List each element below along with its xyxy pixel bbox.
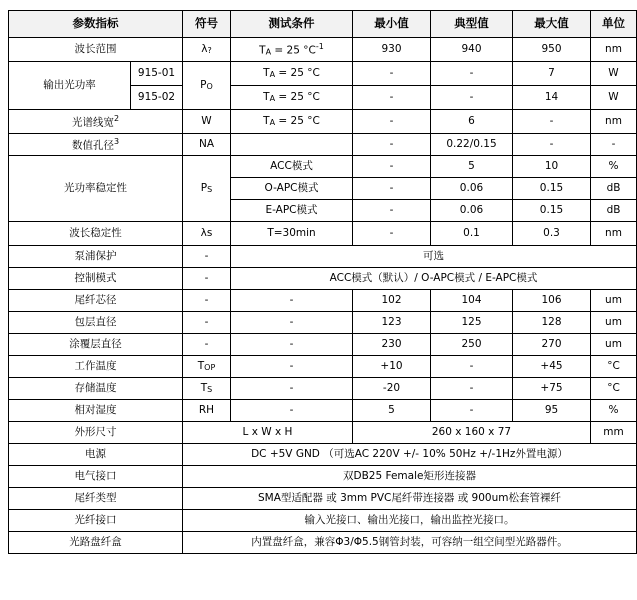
table-row bbox=[9, 62, 637, 86]
cell-typ: 6 bbox=[431, 110, 513, 134]
cell-condition: - bbox=[231, 378, 353, 400]
cell-min: - bbox=[353, 200, 431, 222]
cell-symbol: PS bbox=[183, 156, 231, 222]
cell-condition: TA = 25 °C bbox=[231, 110, 353, 134]
table-row bbox=[9, 400, 637, 422]
cell-typ: 5 bbox=[431, 156, 513, 178]
header-condition: 测试条件 bbox=[231, 11, 353, 38]
cell-max: 7 bbox=[513, 62, 591, 86]
cell-max: 0.15 bbox=[513, 178, 591, 200]
cell-symbol: - bbox=[183, 334, 231, 356]
table-row bbox=[9, 312, 637, 334]
cell-typ: 0.1 bbox=[431, 222, 513, 246]
row-label: 数值孔径$^3$ bbox=[9, 134, 183, 156]
cell-sub-model: 915-01 bbox=[131, 62, 183, 86]
cell-typ: - bbox=[431, 378, 513, 400]
table-row bbox=[9, 444, 637, 466]
cell-min: 102 bbox=[353, 290, 431, 312]
cell-min: - bbox=[353, 156, 431, 178]
cell-symbol: TS bbox=[183, 378, 231, 400]
row-label: 存储温度 bbox=[9, 378, 183, 400]
table-row bbox=[9, 268, 637, 290]
table-row bbox=[9, 334, 637, 356]
table-header-row bbox=[9, 11, 637, 38]
cell-typ: 260 x 160 x 77 bbox=[353, 422, 591, 444]
table-row bbox=[9, 134, 637, 156]
cell-min: 5 bbox=[353, 400, 431, 422]
row-label: 波长稳定性 bbox=[9, 222, 183, 246]
cell-unit: um bbox=[591, 290, 637, 312]
row-label: 外形尺寸 bbox=[9, 422, 183, 444]
cell-min: - bbox=[353, 110, 431, 134]
cell-condition: ACC模式（默认）/ O-APC模式 / E-APC模式 bbox=[231, 268, 637, 290]
cell-unit: um bbox=[591, 334, 637, 356]
table-row bbox=[9, 222, 637, 246]
cell-max: - bbox=[513, 110, 591, 134]
cell-condition: O-APC模式 bbox=[231, 178, 353, 200]
table-row bbox=[9, 532, 637, 554]
cell-max: 0.3 bbox=[513, 222, 591, 246]
row-label: 电气接口 bbox=[9, 466, 183, 488]
header-unit: 单位 bbox=[591, 11, 637, 38]
cell-symbol: NA bbox=[183, 134, 231, 156]
table-row bbox=[9, 356, 637, 378]
cell-condition: - bbox=[231, 290, 353, 312]
cell-value: 双DB25 Female矩形连接器 bbox=[183, 466, 637, 488]
cell-unit: - bbox=[591, 134, 637, 156]
cell-typ: 940 bbox=[431, 38, 513, 62]
row-label: 输出光功率 bbox=[9, 62, 131, 110]
cell-min: +10 bbox=[353, 356, 431, 378]
specification-table bbox=[8, 10, 637, 554]
header-max: 最大值 bbox=[513, 11, 591, 38]
cell-unit: °C bbox=[591, 378, 637, 400]
cell-min: - bbox=[353, 222, 431, 246]
cell-unit: nm bbox=[591, 38, 637, 62]
cell-unit: W bbox=[591, 86, 637, 110]
cell-max: 14 bbox=[513, 86, 591, 110]
cell-unit: um bbox=[591, 312, 637, 334]
table-row bbox=[9, 378, 637, 400]
table-row bbox=[9, 510, 637, 532]
cell-max: - bbox=[513, 134, 591, 156]
cell-max: 10 bbox=[513, 156, 591, 178]
header-min: 最小值 bbox=[353, 11, 431, 38]
cell-unit: % bbox=[591, 156, 637, 178]
cell-symbol: - bbox=[183, 246, 231, 268]
cell-max: 128 bbox=[513, 312, 591, 334]
cell-typ: 0.22/0.15 bbox=[431, 134, 513, 156]
cell-value: SMA型适配器 或 3mm PVC尾纤带连接器 或 900um松套管裸纤 bbox=[183, 488, 637, 510]
cell-condition: - bbox=[231, 312, 353, 334]
cell-value: 输入光接口、输出光接口，输出监控光接口。 bbox=[183, 510, 637, 532]
cell-symbol: PO bbox=[183, 62, 231, 110]
row-label: 涂覆层直径 bbox=[9, 334, 183, 356]
cell-typ: - bbox=[431, 356, 513, 378]
cell-typ: 0.06 bbox=[431, 178, 513, 200]
cell-max: +45 bbox=[513, 356, 591, 378]
cell-condition: T=30min bbox=[231, 222, 353, 246]
cell-typ: - bbox=[431, 400, 513, 422]
cell-min: - bbox=[353, 86, 431, 110]
cell-condition: - bbox=[231, 356, 353, 378]
row-label: 包层直径 bbox=[9, 312, 183, 334]
cell-symbol: RH bbox=[183, 400, 231, 422]
row-label: 工作温度 bbox=[9, 356, 183, 378]
cell-unit: mm bbox=[591, 422, 637, 444]
row-label: 波长范围 bbox=[9, 38, 183, 62]
cell-typ: 104 bbox=[431, 290, 513, 312]
cell-value: DC +5V GND （可选AC 220V +/- 10% 50Hz +/-1Hz外置电源） bbox=[183, 444, 637, 466]
cell-condition: - bbox=[231, 334, 353, 356]
cell-symbol: λs bbox=[183, 222, 231, 246]
cell-min: - bbox=[353, 62, 431, 86]
cell-typ: 250 bbox=[431, 334, 513, 356]
cell-min: 930 bbox=[353, 38, 431, 62]
cell-typ: 125 bbox=[431, 312, 513, 334]
header-symbol: 符号 bbox=[183, 11, 231, 38]
cell-symbol: - bbox=[183, 312, 231, 334]
cell-condition: TA = 25 °C bbox=[231, 86, 353, 110]
cell-condition: E-APC模式 bbox=[231, 200, 353, 222]
cell-unit: °C bbox=[591, 356, 637, 378]
row-label: 光谱线宽$^2$ bbox=[9, 110, 183, 134]
cell-condition: ACC模式 bbox=[231, 156, 353, 178]
cell-typ: - bbox=[431, 62, 513, 86]
cell-condition bbox=[231, 134, 353, 156]
cell-min: - bbox=[353, 134, 431, 156]
cell-symbol: W bbox=[183, 110, 231, 134]
cell-min: 123 bbox=[353, 312, 431, 334]
table-row bbox=[9, 466, 637, 488]
row-label: 电源 bbox=[9, 444, 183, 466]
cell-unit: W bbox=[591, 62, 637, 86]
cell-min: 230 bbox=[353, 334, 431, 356]
cell-max: 950 bbox=[513, 38, 591, 62]
row-label: 尾纤类型 bbox=[9, 488, 183, 510]
row-label: 光纤接口 bbox=[9, 510, 183, 532]
cell-unit: dB bbox=[591, 178, 637, 200]
header-typical: 典型值 bbox=[431, 11, 513, 38]
cell-unit: % bbox=[591, 400, 637, 422]
cell-symbol: - bbox=[183, 268, 231, 290]
table-row bbox=[9, 290, 637, 312]
row-label: 尾纤芯径 bbox=[9, 290, 183, 312]
table-row bbox=[9, 156, 637, 178]
cell-unit: dB bbox=[591, 200, 637, 222]
row-label: 光功率稳定性 bbox=[9, 156, 183, 222]
cell-symbol: TOP bbox=[183, 356, 231, 378]
cell-max: 106 bbox=[513, 290, 591, 312]
cell-max: +75 bbox=[513, 378, 591, 400]
row-label: 光路盘纤盒 bbox=[9, 532, 183, 554]
row-label: 相对湿度 bbox=[9, 400, 183, 422]
table-row bbox=[9, 488, 637, 510]
table-row bbox=[9, 38, 637, 62]
table-row bbox=[9, 110, 637, 134]
cell-condition: TA = 25 $^\circ C^{-1}$ bbox=[231, 38, 353, 62]
header-parameter: 参数指标 bbox=[9, 11, 183, 38]
cell-typ: 0.06 bbox=[431, 200, 513, 222]
cell-max: 270 bbox=[513, 334, 591, 356]
cell-min: - bbox=[353, 178, 431, 200]
cell-value: 内置盘纤盒，兼容Φ3/Φ5.5钢管封装，可容纳一组空间型光路器件。 bbox=[183, 532, 637, 554]
cell-sub-model: 915-02 bbox=[131, 86, 183, 110]
row-label: 泵浦保护 bbox=[9, 246, 183, 268]
cell-condition: 可选 bbox=[231, 246, 637, 268]
cell-typ: - bbox=[431, 86, 513, 110]
cell-symbol: L x W x H bbox=[183, 422, 353, 444]
cell-symbol: λ? bbox=[183, 38, 231, 62]
cell-max: 0.15 bbox=[513, 200, 591, 222]
cell-condition: - bbox=[231, 400, 353, 422]
cell-min: -20 bbox=[353, 378, 431, 400]
table-row bbox=[9, 422, 637, 444]
cell-condition: TA = 25 °C bbox=[231, 62, 353, 86]
cell-symbol: - bbox=[183, 290, 231, 312]
row-label: 控制模式 bbox=[9, 268, 183, 290]
cell-max: 95 bbox=[513, 400, 591, 422]
table-row bbox=[9, 246, 637, 268]
cell-unit: nm bbox=[591, 110, 637, 134]
cell-unit: nm bbox=[591, 222, 637, 246]
